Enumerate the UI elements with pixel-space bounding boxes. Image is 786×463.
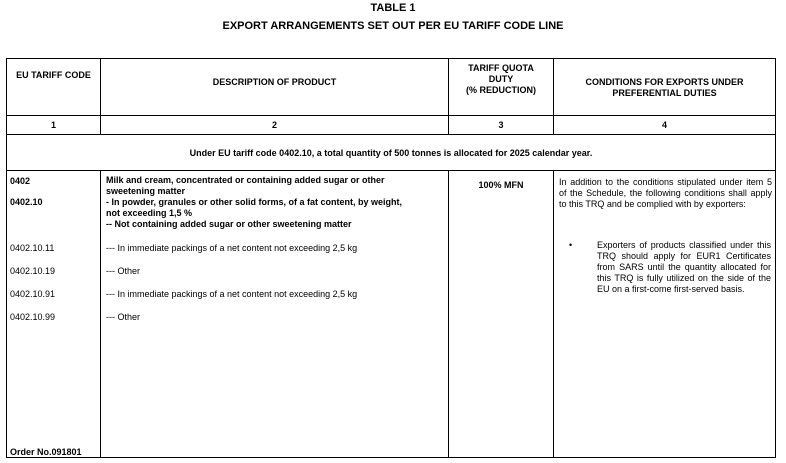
- tariff-code-0402-10-11: 0402.10.11: [10, 243, 55, 253]
- order-number: Order No.091801: [10, 447, 82, 457]
- header-tariff-quota-line3: (% REDUCTION): [466, 85, 536, 95]
- description-0402-10-91: --- In immediate packings of a net content not exceeding 2,5 kg: [106, 289, 358, 299]
- tariff-code-0402: 0402: [10, 176, 31, 186]
- table-subtitle: EXPORT ARRANGEMENTS SET OUT PER EU TARIFF CODE LINE: [222, 20, 564, 32]
- description-0402-line2: sweetening matter: [106, 186, 186, 196]
- conditions-bullet-item: [569, 240, 771, 295]
- column-number-1: 1: [50, 120, 56, 130]
- column-number-3: 3: [498, 120, 504, 130]
- description-0402-10-99: --- Other: [106, 312, 141, 322]
- table-border-left: [6, 58, 7, 458]
- tariff-quota-duty: 100% MFN: [478, 180, 524, 190]
- description-0402-10-line3: -- Not containing added sugar or other sweetening matter: [106, 219, 352, 229]
- col-divider-2: [448, 58, 449, 458]
- tariff-code-0402-10-19: 0402.10.19: [10, 266, 56, 276]
- description-0402-10-line2: not exceeding 1,5 %: [106, 208, 193, 218]
- header-description: DESCRIPTION OF PRODUCT: [212, 77, 337, 87]
- table-border-top: [6, 58, 776, 59]
- header-tariff-quota-line2: DUTY: [488, 74, 514, 84]
- allocation-note: Under EU tariff code 0402.10, a total quantity of 500 tonnes is allocated for 2025 calendar year.: [189, 148, 593, 158]
- header-tariff-quota-line1: TARIFF QUOTA: [468, 63, 534, 73]
- conditions-intro: In addition to the conditions stipulated under item 5 of the Schedule, the following conditions shall apply to this TRQ and be complied with by exporters:: [559, 177, 772, 209]
- tariff-code-0402-10: 0402.10: [10, 197, 43, 207]
- col-divider-3: [553, 58, 554, 458]
- column-number-2: 2: [271, 120, 277, 130]
- tariff-code-0402-10-99: 0402.10.99: [10, 312, 56, 322]
- header-divider: [6, 115, 776, 116]
- description-0402-10-19: --- Other: [106, 266, 141, 276]
- description-0402-line1: Milk and cream, concentrated or containing added sugar or other: [106, 175, 385, 185]
- table-border-right: [775, 58, 776, 458]
- header-conditions-line2: PREFERENTIAL DUTIES: [612, 88, 717, 98]
- header-conditions-line1: CONDITIONS FOR EXPORTS UNDER: [585, 77, 744, 87]
- table-title: TABLE 1: [370, 2, 416, 14]
- description-0402: [106, 175, 436, 197]
- header-eu-tariff-code: EU TARIFF CODE: [16, 70, 91, 80]
- header-tariff-quota: [449, 63, 553, 96]
- conditions-bullet-text: Exporters of products classified under this TRQ should apply for EUR1 Certificates from SARS until the quantity allocated for this TRQ is fully utilized on the side of the EU on a first-come first-served basis.: [597, 240, 771, 294]
- table-border-bottom: [6, 457, 776, 458]
- bullet-icon: •: [569, 240, 573, 250]
- description-0402-10-line1: - In powder, granules or other solid forms, of a fat content, by weight,: [106, 197, 403, 207]
- column-number-4: 4: [661, 120, 667, 130]
- allocation-divider: [6, 170, 776, 171]
- header-conditions: [554, 77, 775, 99]
- col-divider-1: [100, 58, 101, 458]
- tariff-code-0402-10-91: 0402.10.91: [10, 289, 56, 299]
- description-0402-10: [106, 197, 436, 230]
- description-0402-10-11: --- In immediate packings of a net content not exceeding 2,5 kg: [106, 243, 358, 253]
